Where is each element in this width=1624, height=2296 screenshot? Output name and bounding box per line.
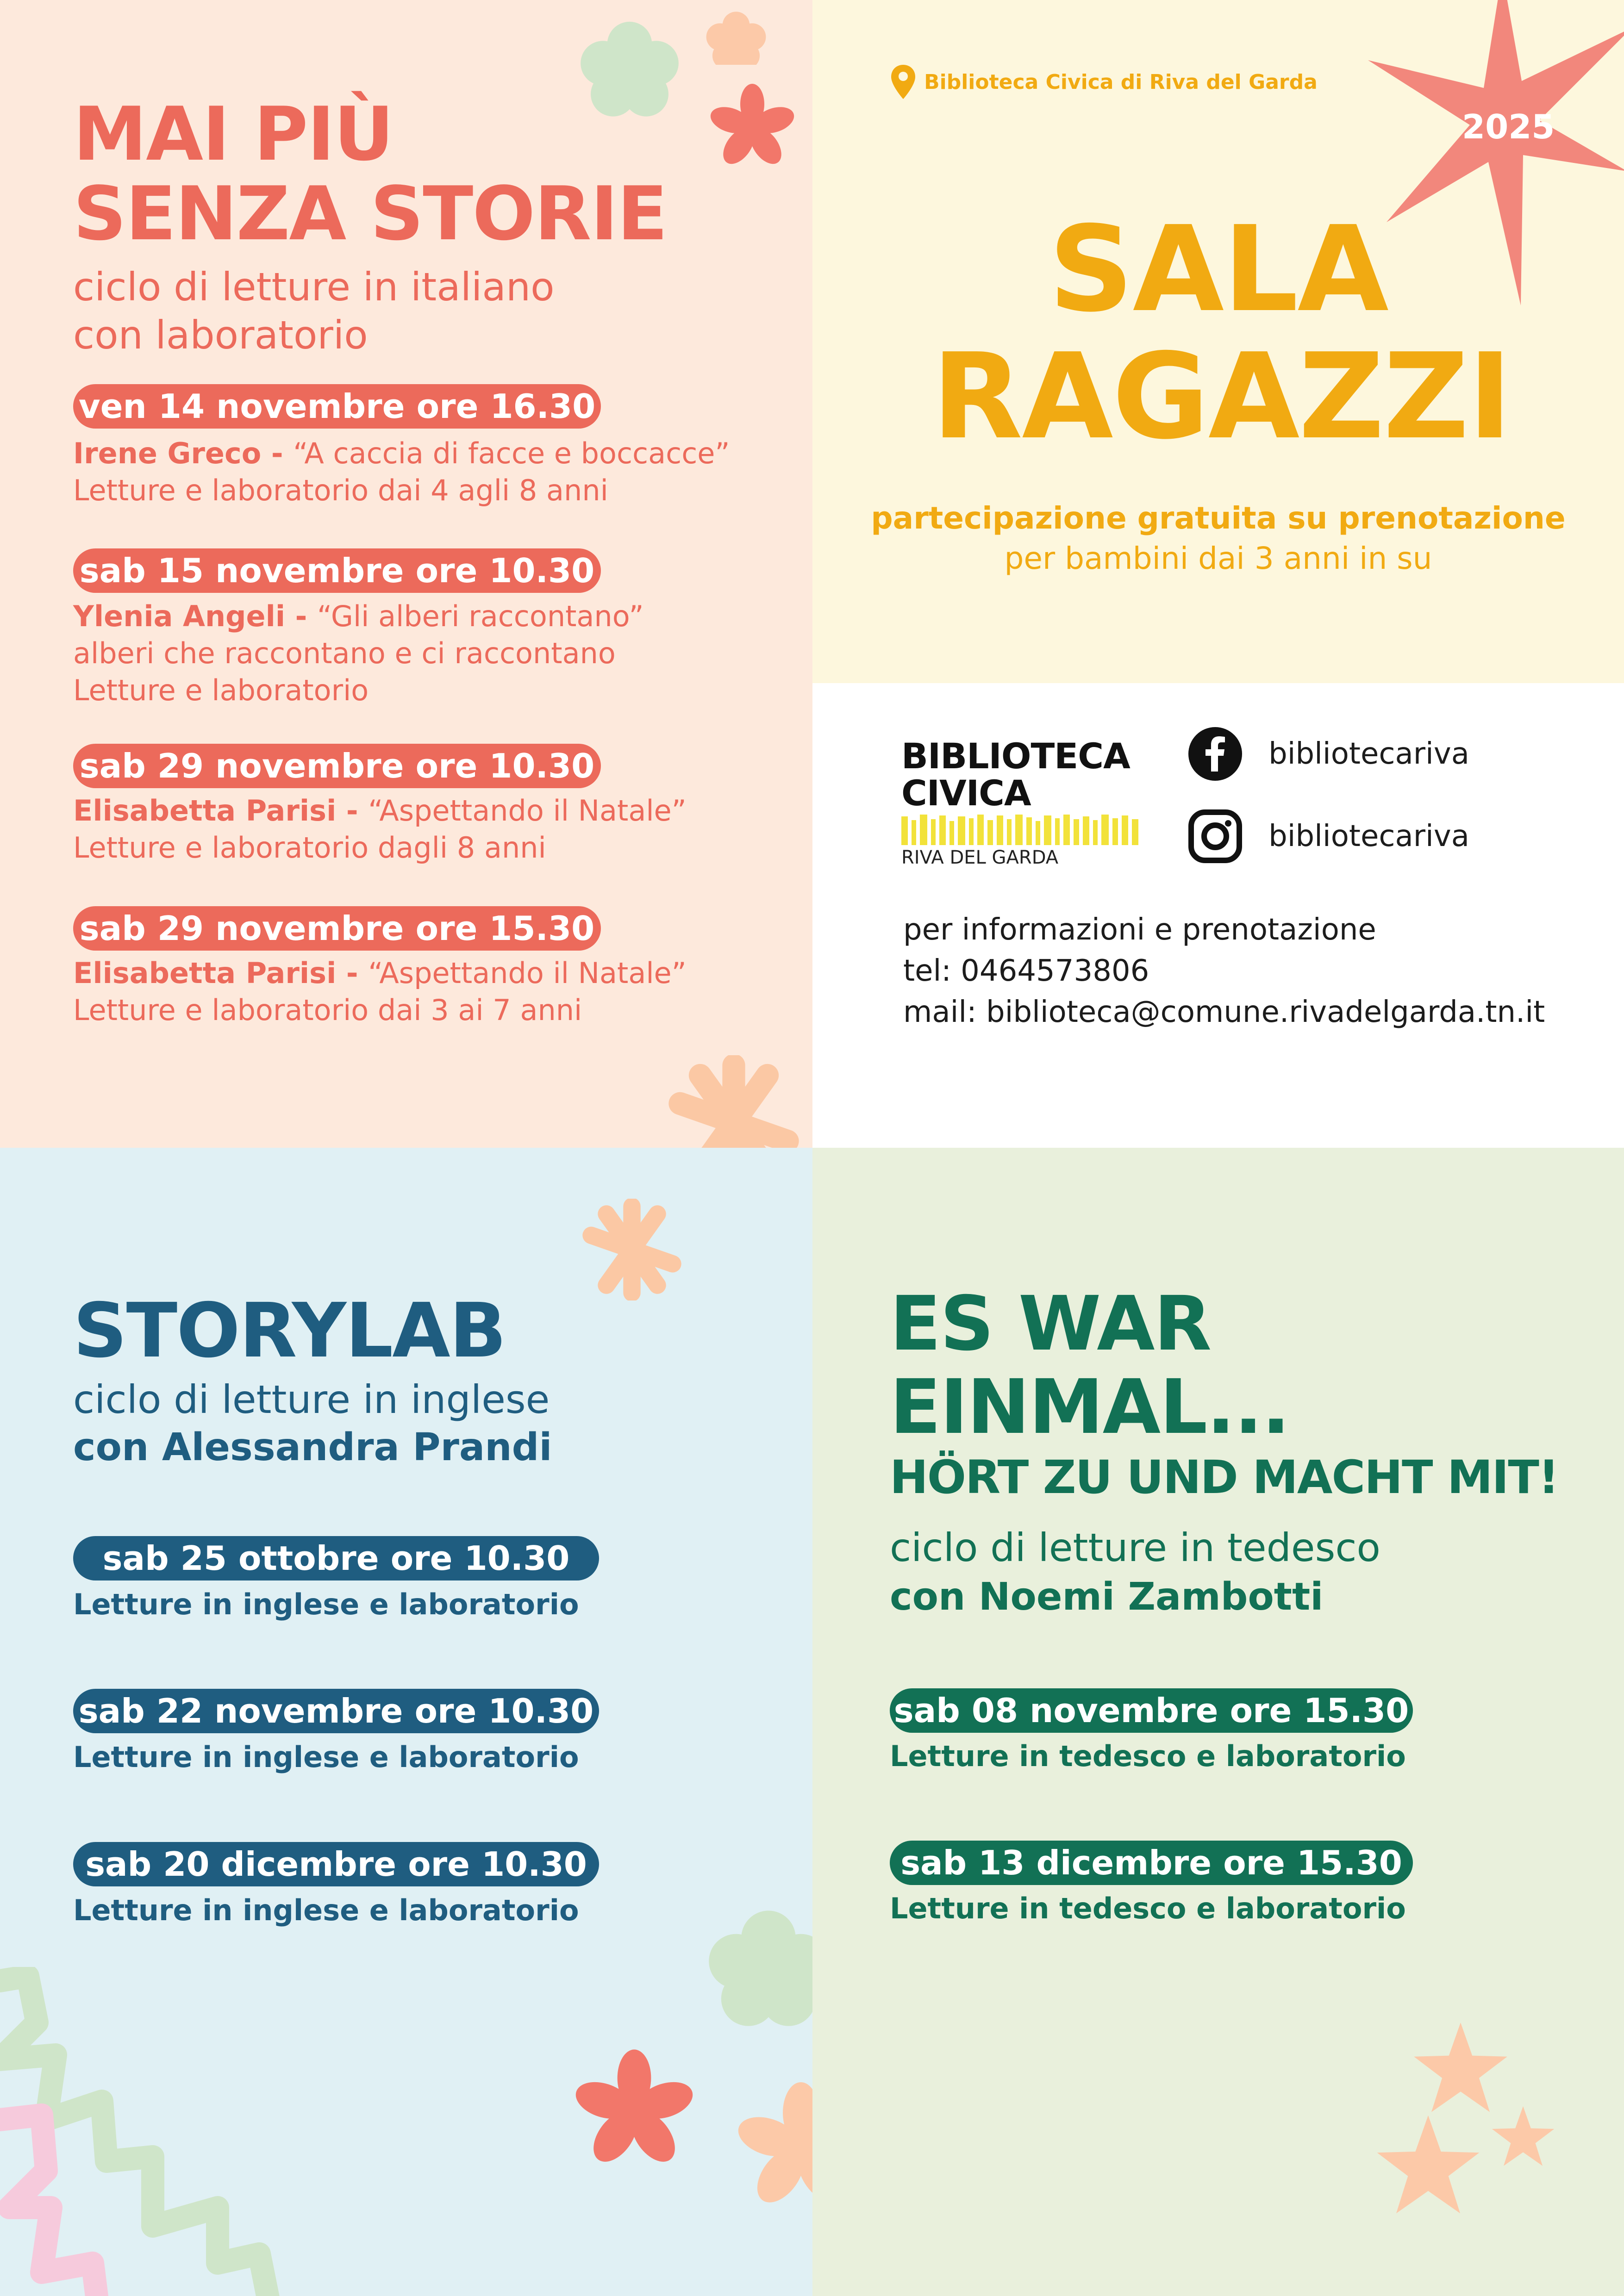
facebook-icon (1188, 727, 1242, 781)
italian-subtitle (73, 263, 555, 359)
logo-line3: RIVA DEL GARDA (901, 847, 1059, 868)
german-title-line2: EINMAL... (890, 1364, 1289, 1451)
logo-line1: BIBLIOTECA (901, 735, 1130, 777)
asterisk-decoration-icon (667, 1055, 801, 1148)
event-detail: Letture e laboratorio dai 4 agli 8 anni (73, 473, 608, 507)
german-subtitle: ciclo di letture in tedesco (890, 1525, 1380, 1570)
event-description: Letture in inglese e laboratorio (73, 1587, 579, 1621)
main-header-section (812, 0, 1624, 683)
instagram-handle: bibliotecariva (1268, 819, 1469, 853)
event-description: Letture in tedesco e laboratorio (890, 1892, 1406, 1925)
event-detail: Letture e laboratorio dagli 8 anni (73, 831, 546, 865)
flower-decoration-icon (704, 1907, 812, 2036)
year-label: 2025 (1462, 107, 1555, 146)
event-description: Letture in tedesco e laboratorio (890, 1739, 1406, 1773)
event-presenter: Ylenia Angeli - (73, 599, 317, 633)
event-description: Letture in inglese e laboratorio (73, 1893, 579, 1927)
english-section (0, 1148, 812, 2296)
main-subtitle (812, 498, 1624, 578)
logo-books-icon (901, 815, 1142, 845)
instagram-icon (1188, 809, 1242, 863)
star-decoration-icon (1375, 2115, 1481, 2217)
flower-decoration-icon (569, 2046, 699, 2175)
english-title: STORYLAB (73, 1288, 506, 1375)
participation-note: partecipazione gratuita su prenotazione (871, 500, 1566, 536)
location (891, 65, 1318, 102)
italian-subtitle-line1: ciclo di letture in italiano (73, 264, 555, 310)
event-detail: Letture e laboratorio (73, 673, 369, 707)
main-title-line1: SALA (1049, 201, 1388, 338)
german-tagline: HÖRT ZU UND MACHT MIT! (890, 1451, 1558, 1504)
german-title (890, 1281, 1289, 1451)
event-presenter: Elisabetta Parisi - (73, 956, 369, 990)
event-date-badge: sab 29 novembre ore 10.30 (73, 744, 601, 788)
event-date-badge: sab 22 novembre ore 10.30 (73, 1689, 599, 1733)
english-presenter: con Alessandra Prandi (73, 1425, 552, 1469)
german-title-line1: ES WAR (890, 1281, 1211, 1368)
event-presenter: Elisabetta Parisi - (73, 794, 369, 828)
flower-decoration-icon (731, 2078, 812, 2217)
contact-info-label: per informazioni e prenotazione (903, 913, 1376, 947)
german-presenter: con Noemi Zambotti (890, 1575, 1324, 1619)
facebook-handle: bibliotecariva (1268, 737, 1469, 771)
event-date-badge: sab 20 dicembre ore 10.30 (73, 1842, 599, 1886)
event-date-badge: ven 14 novembre ore 16.30 (73, 384, 601, 429)
event-title: “A caccia di facce e boccacce” (293, 436, 730, 470)
event-date-badge: sab 13 dicembre ore 15.30 (890, 1841, 1413, 1885)
event-detail: alberi che raccontano e ci raccontano (73, 636, 616, 670)
asterisk-decoration-icon (581, 1199, 683, 1300)
event-date-badge: sab 25 ottobre ore 10.30 (73, 1536, 599, 1580)
italian-subtitle-line2: con laboratorio (73, 312, 368, 358)
flower-decoration-icon (706, 81, 799, 174)
event-detail: Letture e laboratorio dai 3 ai 7 anni (73, 993, 582, 1027)
star-decoration-icon (1412, 2022, 1509, 2115)
event-description (73, 435, 730, 509)
zigzag-decoration-icon (0, 1967, 417, 2296)
italian-title (73, 91, 667, 257)
star-decoration-icon (1491, 2106, 1555, 2168)
english-subtitle: ciclo di letture in inglese (73, 1377, 550, 1422)
library-logo (901, 735, 1142, 868)
event-description (73, 598, 644, 709)
phone-number[interactable]: tel: 0464573806 (903, 954, 1149, 988)
event-date-badge: sab 29 novembre ore 15.30 (73, 906, 601, 951)
german-section (812, 1148, 1624, 2296)
age-note: per bambini dai 3 anni in su (1004, 541, 1432, 576)
event-title: “Aspettando il Natale” (368, 956, 687, 990)
event-description (73, 955, 687, 1029)
location-label: Biblioteca Civica di Riva del Garda (924, 70, 1318, 94)
email-address[interactable]: mail: biblioteca@comune.rivadelgarda.tn.it (903, 995, 1545, 1029)
event-description (73, 792, 687, 866)
contact-section (812, 683, 1624, 1148)
event-title: “Gli alberi raccontano” (317, 599, 644, 633)
event-date-badge: sab 08 novembre ore 15.30 (890, 1688, 1413, 1733)
italian-section (0, 0, 812, 1148)
event-presenter: Irene Greco - (73, 436, 294, 470)
italian-title-line2: SENZA STORIE (73, 170, 667, 257)
event-date-badge: sab 15 novembre ore 10.30 (73, 548, 601, 593)
instagram-link[interactable] (1188, 809, 1469, 863)
location-pin-icon (891, 65, 915, 99)
italian-title-line1: MAI PIÙ (73, 91, 393, 177)
flower-decoration-icon (690, 0, 782, 65)
facebook-link[interactable] (1188, 727, 1469, 781)
logo-line2: CIVICA (901, 772, 1031, 814)
main-title-line2: RAGAZZI (931, 328, 1512, 466)
event-title: “Aspettando il Natale” (368, 794, 687, 828)
event-description: Letture in inglese e laboratorio (73, 1740, 579, 1774)
main-title (812, 201, 1624, 466)
